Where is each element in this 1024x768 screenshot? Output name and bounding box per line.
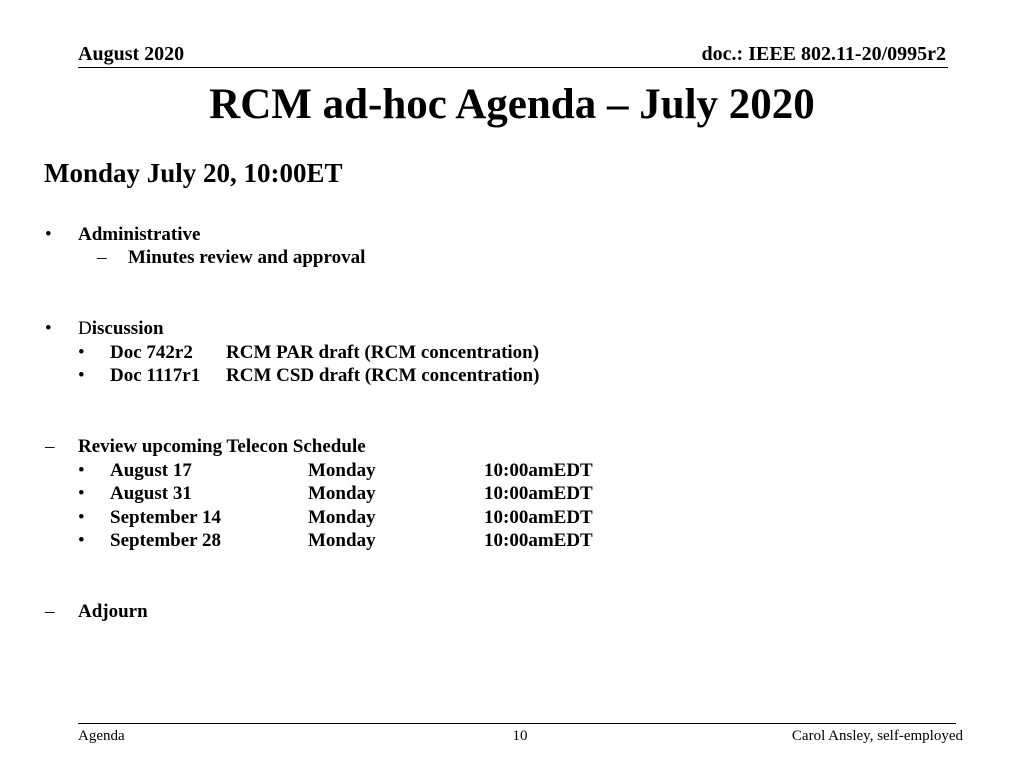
header-rule <box>78 67 948 68</box>
discussion-doc-desc: RCM CSD draft (RCM concentration) <box>226 365 540 386</box>
slide-title: RCM ad-hoc Agenda – July 2020 <box>209 81 815 128</box>
telecon-date: September 14 <box>110 507 221 528</box>
telecon-time: 10:00amEDT <box>484 460 593 481</box>
adjourn-label: Adjourn <box>78 601 148 622</box>
bullet-dot: • <box>78 507 85 528</box>
discussion-doc-id: Doc 742r2 <box>110 342 193 363</box>
bullet-dot: • <box>78 342 85 363</box>
discussion-doc-desc: RCM PAR draft (RCM concentration) <box>226 342 540 363</box>
telecon-date: August 31 <box>110 483 192 504</box>
telecon-day: Monday <box>308 507 376 528</box>
telecon-date: August 17 <box>110 460 192 481</box>
telecon-label: Review upcoming Telecon Schedule <box>78 436 366 457</box>
page-number: 10 <box>512 728 528 744</box>
bullet-dash: – <box>97 247 107 268</box>
telecon-time: 10:00amEDT <box>484 530 593 551</box>
telecon-day: Monday <box>308 530 376 551</box>
bullet-dot: • <box>78 460 85 481</box>
footer-author: Carol Ansley, self-employed <box>791 728 963 744</box>
admin-item: Minutes review and approval <box>128 247 366 268</box>
discussion-label-initial: D <box>78 318 92 339</box>
bullet-dash: – <box>45 601 55 622</box>
bullet-dot: • <box>78 365 85 386</box>
administrative-label: Administrative <box>78 224 201 245</box>
bullet-dot: • <box>45 224 52 245</box>
footer-rule <box>78 723 956 724</box>
discussion-doc-id: Doc 1117r1 <box>110 365 201 386</box>
telecon-day: Monday <box>308 483 376 504</box>
header-date: August 2020 <box>78 43 185 65</box>
bullet-dot: • <box>78 483 85 504</box>
discussion-label-rest: iscussion <box>91 318 164 339</box>
header-doc-id: doc.: IEEE 802.11-20/0995r2 <box>701 43 946 65</box>
telecon-time: 10:00amEDT <box>484 483 593 504</box>
bullet-dash: – <box>45 436 55 457</box>
telecon-day: Monday <box>308 460 376 481</box>
discussion-label <box>78 318 164 340</box>
bullet-dot: • <box>45 318 52 339</box>
telecon-date: September 28 <box>110 530 221 551</box>
meeting-heading: Monday July 20, 10:00ET <box>44 158 343 188</box>
footer-section: Agenda <box>78 728 125 744</box>
bullet-dot: • <box>78 530 85 551</box>
telecon-time: 10:00amEDT <box>484 507 593 528</box>
